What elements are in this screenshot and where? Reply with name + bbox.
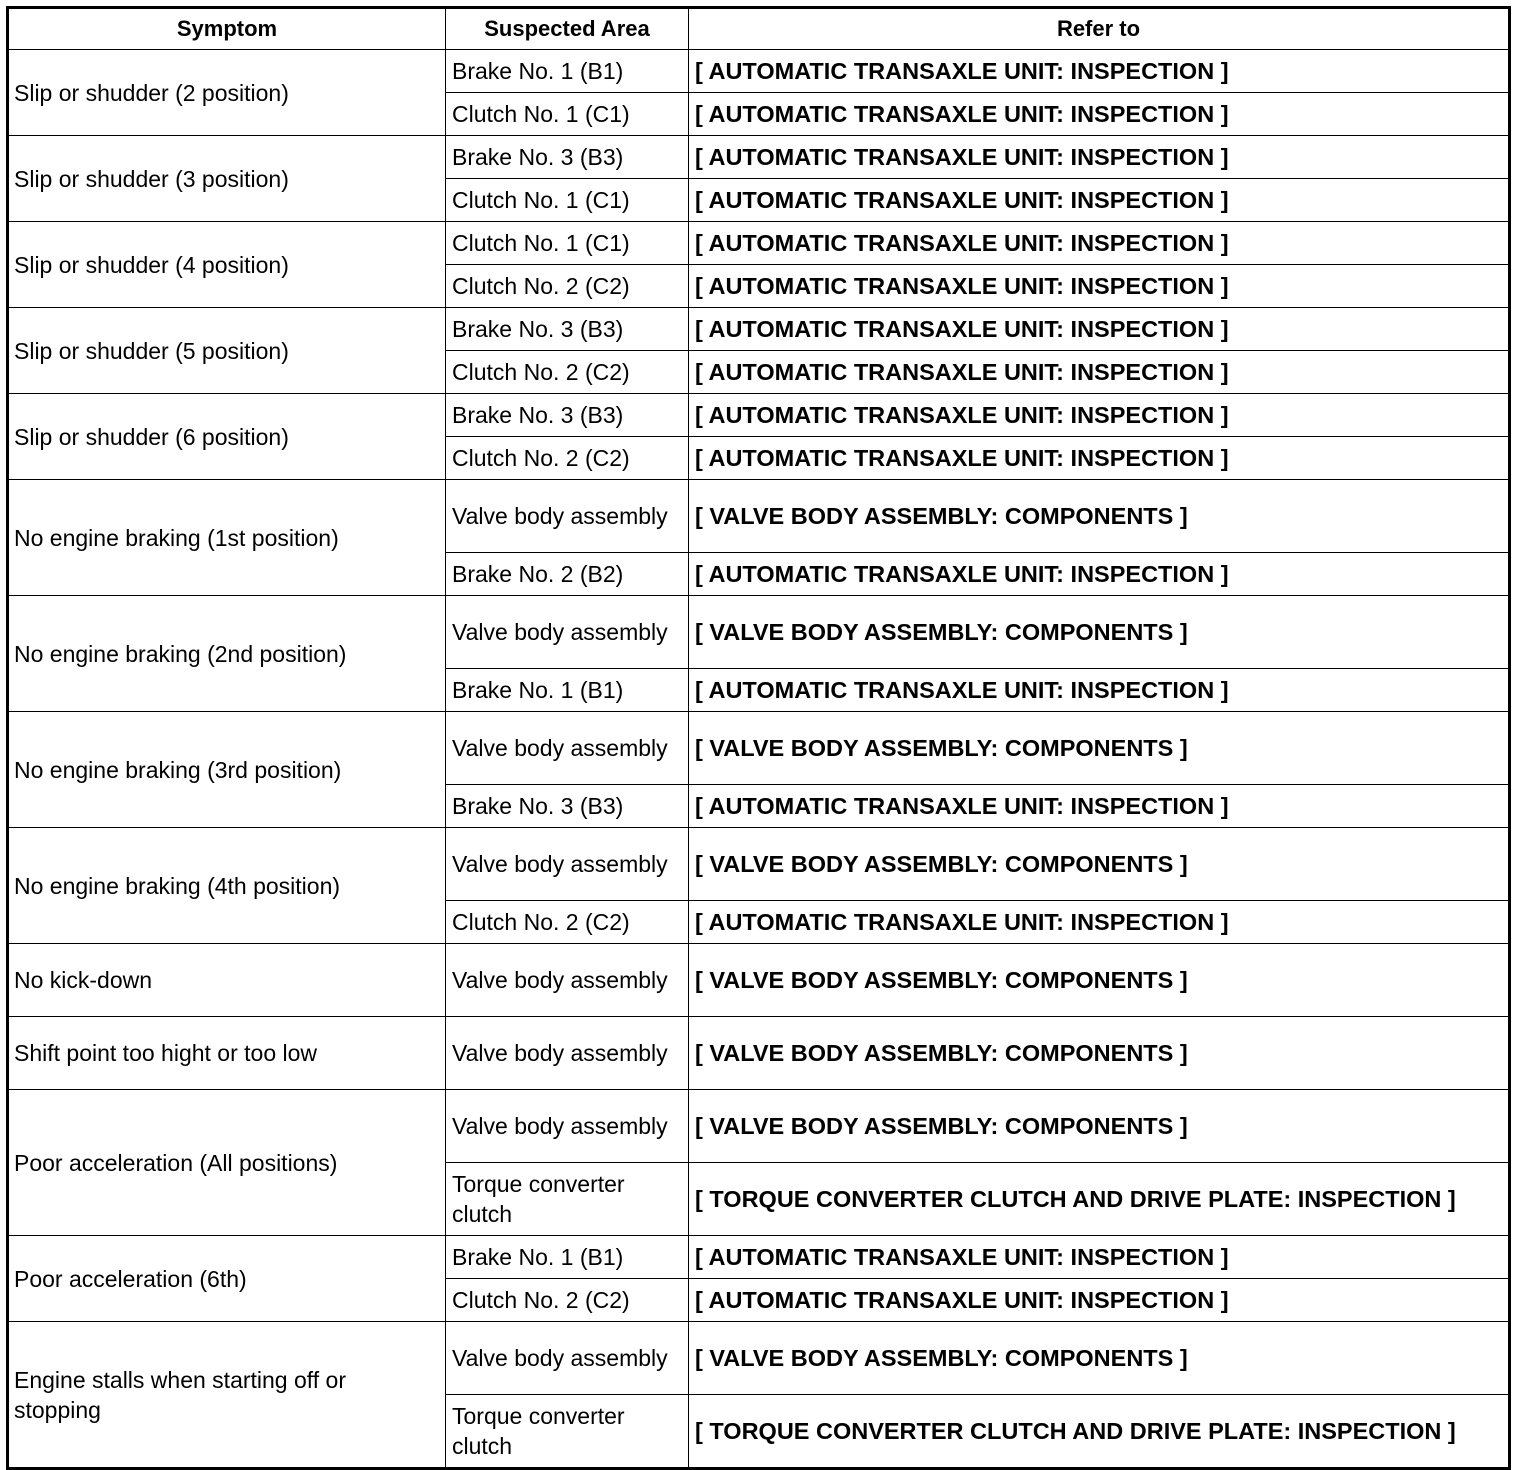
refer-to-link[interactable]: [ VALVE BODY ASSEMBLY: COMPONENTS ] bbox=[689, 1017, 1510, 1090]
troubleshooting-table bbox=[6, 6, 1511, 1470]
refer-to-link[interactable]: [ VALVE BODY ASSEMBLY: COMPONENTS ] bbox=[689, 828, 1510, 901]
refer-to-link[interactable]: [ AUTOMATIC TRANSAXLE UNIT: INSPECTION ] bbox=[689, 265, 1510, 308]
symptom-cell: Slip or shudder (5 position) bbox=[8, 308, 446, 394]
suspected-area-cell: Clutch No. 2 (C2) bbox=[446, 437, 689, 480]
symptom-cell: Shift point too hight or too low bbox=[8, 1017, 446, 1090]
refer-to-link[interactable]: [ VALVE BODY ASSEMBLY: COMPONENTS ] bbox=[689, 712, 1510, 785]
table-row bbox=[8, 596, 1510, 669]
table-row bbox=[8, 136, 1510, 179]
table-body bbox=[8, 50, 1510, 1469]
refer-to-link[interactable]: [ AUTOMATIC TRANSAXLE UNIT: INSPECTION ] bbox=[689, 394, 1510, 437]
refer-to-link[interactable]: [ AUTOMATIC TRANSAXLE UNIT: INSPECTION ] bbox=[689, 1279, 1510, 1322]
suspected-area-cell: Brake No. 1 (B1) bbox=[446, 1236, 689, 1279]
refer-to-link[interactable]: [ AUTOMATIC TRANSAXLE UNIT: INSPECTION ] bbox=[689, 785, 1510, 828]
table-row bbox=[8, 308, 1510, 351]
suspected-area-cell: Clutch No. 1 (C1) bbox=[446, 222, 689, 265]
table-row bbox=[8, 828, 1510, 901]
symptom-cell: Slip or shudder (3 position) bbox=[8, 136, 446, 222]
refer-to-link[interactable]: [ AUTOMATIC TRANSAXLE UNIT: INSPECTION ] bbox=[689, 669, 1510, 712]
symptom-cell: Slip or shudder (2 position) bbox=[8, 50, 446, 136]
header-suspected-area: Suspected Area bbox=[446, 8, 689, 50]
symptom-cell: Engine stalls when starting off or stopping bbox=[8, 1322, 446, 1469]
refer-to-link[interactable]: [ TORQUE CONVERTER CLUTCH AND DRIVE PLATE: INSPECTION ] bbox=[689, 1163, 1510, 1236]
refer-to-link[interactable]: [ VALVE BODY ASSEMBLY: COMPONENTS ] bbox=[689, 944, 1510, 1017]
refer-to-link[interactable]: [ AUTOMATIC TRANSAXLE UNIT: INSPECTION ] bbox=[689, 179, 1510, 222]
header-row bbox=[8, 8, 1510, 50]
symptom-cell: No engine braking (3rd position) bbox=[8, 712, 446, 828]
table-row bbox=[8, 712, 1510, 785]
table-row bbox=[8, 944, 1510, 1017]
suspected-area-cell: Clutch No. 1 (C1) bbox=[446, 93, 689, 136]
refer-to-link[interactable]: [ VALVE BODY ASSEMBLY: COMPONENTS ] bbox=[689, 480, 1510, 553]
table-row bbox=[8, 1322, 1510, 1395]
symptom-cell: Slip or shudder (6 position) bbox=[8, 394, 446, 480]
suspected-area-cell: Brake No. 3 (B3) bbox=[446, 394, 689, 437]
suspected-area-cell: Valve body assembly bbox=[446, 596, 689, 669]
refer-to-link[interactable]: [ AUTOMATIC TRANSAXLE UNIT: INSPECTION ] bbox=[689, 437, 1510, 480]
refer-to-link[interactable]: [ VALVE BODY ASSEMBLY: COMPONENTS ] bbox=[689, 1090, 1510, 1163]
refer-to-link[interactable]: [ AUTOMATIC TRANSAXLE UNIT: INSPECTION ] bbox=[689, 1236, 1510, 1279]
suspected-area-cell: Valve body assembly bbox=[446, 944, 689, 1017]
suspected-area-cell: Clutch No. 2 (C2) bbox=[446, 901, 689, 944]
suspected-area-cell: Torque converter clutch bbox=[446, 1395, 689, 1469]
refer-to-link[interactable]: [ AUTOMATIC TRANSAXLE UNIT: INSPECTION ] bbox=[689, 351, 1510, 394]
table-row bbox=[8, 222, 1510, 265]
suspected-area-cell: Valve body assembly bbox=[446, 480, 689, 553]
table-row bbox=[8, 50, 1510, 93]
header-symptom: Symptom bbox=[8, 8, 446, 50]
suspected-area-cell: Clutch No. 2 (C2) bbox=[446, 265, 689, 308]
symptom-cell: Poor acceleration (All positions) bbox=[8, 1090, 446, 1236]
suspected-area-cell: Brake No. 3 (B3) bbox=[446, 785, 689, 828]
refer-to-link[interactable]: [ TORQUE CONVERTER CLUTCH AND DRIVE PLATE: INSPECTION ] bbox=[689, 1395, 1510, 1469]
table-row bbox=[8, 1236, 1510, 1279]
suspected-area-cell: Clutch No. 2 (C2) bbox=[446, 351, 689, 394]
refer-to-link[interactable]: [ AUTOMATIC TRANSAXLE UNIT: INSPECTION ] bbox=[689, 50, 1510, 93]
symptom-cell: No engine braking (1st position) bbox=[8, 480, 446, 596]
refer-to-link[interactable]: [ AUTOMATIC TRANSAXLE UNIT: INSPECTION ] bbox=[689, 93, 1510, 136]
suspected-area-cell: Brake No. 1 (B1) bbox=[446, 50, 689, 93]
suspected-area-cell: Clutch No. 1 (C1) bbox=[446, 179, 689, 222]
refer-to-link[interactable]: [ AUTOMATIC TRANSAXLE UNIT: INSPECTION ] bbox=[689, 553, 1510, 596]
table-row bbox=[8, 1090, 1510, 1163]
table-row bbox=[8, 1017, 1510, 1090]
refer-to-link[interactable]: [ AUTOMATIC TRANSAXLE UNIT: INSPECTION ] bbox=[689, 308, 1510, 351]
suspected-area-cell: Brake No. 3 (B3) bbox=[446, 136, 689, 179]
refer-to-link[interactable]: [ VALVE BODY ASSEMBLY: COMPONENTS ] bbox=[689, 1322, 1510, 1395]
table-row bbox=[8, 480, 1510, 553]
refer-to-link[interactable]: [ AUTOMATIC TRANSAXLE UNIT: INSPECTION ] bbox=[689, 136, 1510, 179]
suspected-area-cell: Brake No. 3 (B3) bbox=[446, 308, 689, 351]
header-refer-to: Refer to bbox=[689, 8, 1510, 50]
suspected-area-cell: Clutch No. 2 (C2) bbox=[446, 1279, 689, 1322]
refer-to-link[interactable]: [ VALVE BODY ASSEMBLY: COMPONENTS ] bbox=[689, 596, 1510, 669]
suspected-area-cell: Brake No. 1 (B1) bbox=[446, 669, 689, 712]
refer-to-link[interactable]: [ AUTOMATIC TRANSAXLE UNIT: INSPECTION ] bbox=[689, 222, 1510, 265]
symptom-cell: No engine braking (4th position) bbox=[8, 828, 446, 944]
suspected-area-cell: Torque converter clutch bbox=[446, 1163, 689, 1236]
refer-to-link[interactable]: [ AUTOMATIC TRANSAXLE UNIT: INSPECTION ] bbox=[689, 901, 1510, 944]
table-row bbox=[8, 394, 1510, 437]
symptom-cell: No kick-down bbox=[8, 944, 446, 1017]
suspected-area-cell: Valve body assembly bbox=[446, 1090, 689, 1163]
symptom-cell: Slip or shudder (4 position) bbox=[8, 222, 446, 308]
symptom-cell: Poor acceleration (6th) bbox=[8, 1236, 446, 1322]
symptom-cell: No engine braking (2nd position) bbox=[8, 596, 446, 712]
suspected-area-cell: Brake No. 2 (B2) bbox=[446, 553, 689, 596]
suspected-area-cell: Valve body assembly bbox=[446, 1017, 689, 1090]
suspected-area-cell: Valve body assembly bbox=[446, 828, 689, 901]
suspected-area-cell: Valve body assembly bbox=[446, 1322, 689, 1395]
suspected-area-cell: Valve body assembly bbox=[446, 712, 689, 785]
